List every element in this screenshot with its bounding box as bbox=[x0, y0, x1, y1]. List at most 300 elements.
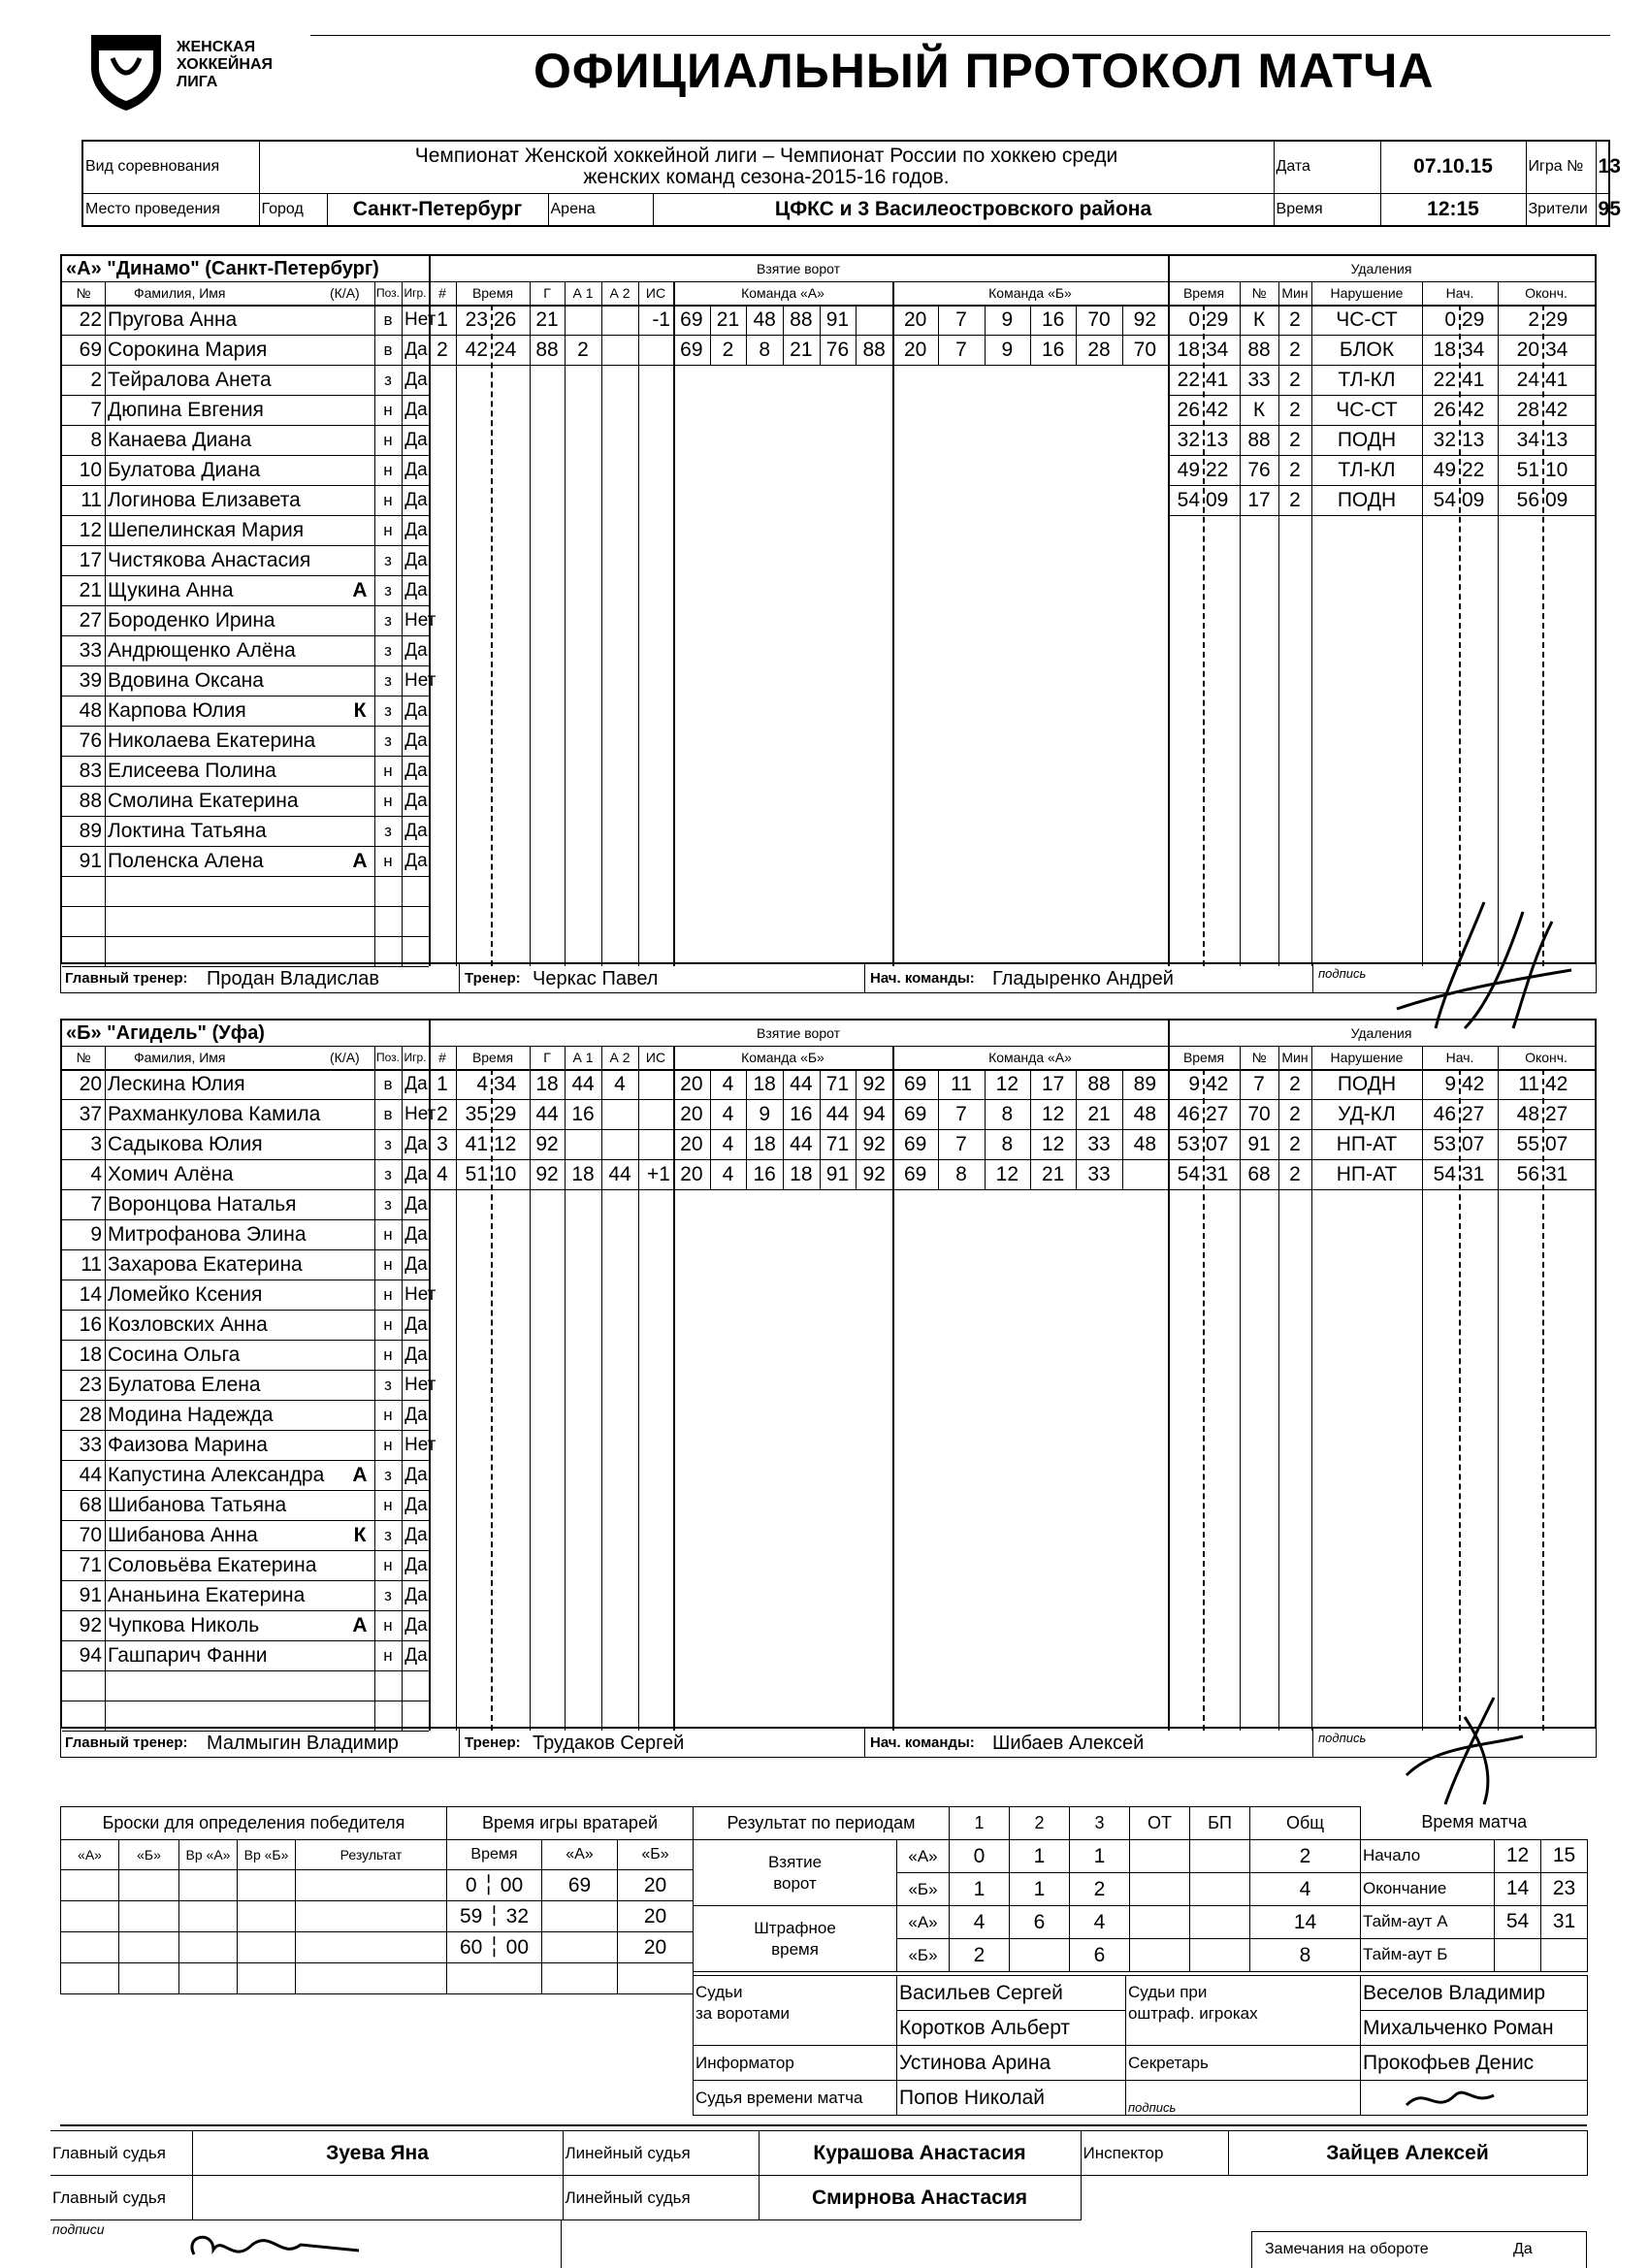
player-played: Да bbox=[404, 400, 428, 420]
team-chief-name: Шибаев Алексей bbox=[992, 1733, 1145, 1754]
player-name bbox=[108, 936, 342, 966]
competition-label: Вид соревнования bbox=[82, 141, 259, 193]
opp-ice-player: 7 bbox=[955, 1133, 967, 1155]
shootout-goalie-b: Вр «Б» bbox=[238, 1840, 296, 1870]
player-name bbox=[108, 1670, 342, 1701]
player-name: Сорокина Мария bbox=[108, 339, 268, 361]
player-number: 33 bbox=[79, 639, 102, 662]
period-value bbox=[1010, 1939, 1070, 1972]
penalty-minute: 18 bbox=[1177, 339, 1200, 361]
on-ice-player: 21 bbox=[716, 308, 740, 331]
player-position: н bbox=[383, 1646, 393, 1665]
match-time-table bbox=[1360, 1806, 1588, 1972]
player-played: Нет bbox=[404, 1104, 436, 1124]
player-role bbox=[348, 515, 372, 545]
time-value: 12:15 bbox=[1380, 193, 1526, 226]
referees-rule bbox=[60, 2124, 1587, 2126]
opp-ice-player: 28 bbox=[1087, 339, 1111, 361]
player-role bbox=[348, 756, 372, 786]
goalie-b-number: 20 bbox=[618, 1870, 694, 1901]
team-a-col-rule bbox=[673, 281, 675, 966]
player-played: Да bbox=[404, 490, 428, 510]
penalty-end-sec: 41 bbox=[1545, 369, 1568, 391]
period-team-label: «А» bbox=[897, 1840, 950, 1873]
player-name: Капустина Александра bbox=[108, 1464, 325, 1486]
opp-ice-player: 69 bbox=[903, 1163, 927, 1185]
arena-label: Арена bbox=[548, 193, 653, 226]
penalty-end-sec: 29 bbox=[1545, 308, 1568, 331]
player-number: 83 bbox=[79, 760, 102, 782]
team-a-ice-rule bbox=[1122, 305, 1123, 365]
on-ice-player: 44 bbox=[790, 1133, 813, 1155]
penalty-end-min: 56 bbox=[1516, 1163, 1539, 1185]
player-role bbox=[348, 876, 372, 906]
match-start-h: 12 bbox=[1495, 1839, 1541, 1872]
opp-ice-player: 33 bbox=[1087, 1133, 1111, 1155]
arena-value: ЦФКС и 3 Василеостровского района bbox=[653, 193, 1274, 226]
team-a-header-rule bbox=[429, 281, 1595, 282]
player-position bbox=[377, 1670, 399, 1701]
player-number: 91 bbox=[79, 850, 102, 872]
player-number bbox=[65, 876, 102, 906]
goal-assist-1: 18 bbox=[571, 1163, 595, 1185]
player-number: 4 bbox=[90, 1163, 102, 1185]
player-played bbox=[404, 1670, 428, 1701]
opp-ice-player: 48 bbox=[1133, 1103, 1156, 1125]
team-b-h-pmin: Мин bbox=[1281, 1050, 1309, 1065]
player-number: 28 bbox=[79, 1404, 102, 1426]
player-role bbox=[348, 786, 372, 816]
player-number: 71 bbox=[79, 1554, 102, 1576]
penalty-judges-label-1: Судьи при bbox=[1128, 1983, 1208, 2001]
penalty-minutes: 2 bbox=[1289, 369, 1301, 391]
player-position: з bbox=[384, 671, 392, 690]
penalty-start-sec: 09 bbox=[1462, 489, 1485, 511]
opp-ice-player bbox=[1125, 1159, 1165, 1189]
penalty-violation: ЧС-СТ bbox=[1336, 399, 1398, 421]
timekeeper-value: Попов Николай bbox=[897, 2081, 1126, 2116]
head-coach-name: Продан Владислав bbox=[207, 968, 379, 989]
coach-label: Тренер: bbox=[465, 970, 521, 987]
player-position: н bbox=[383, 761, 393, 780]
team-a-ice-rule bbox=[746, 305, 747, 365]
on-ice-player: 20 bbox=[680, 1073, 703, 1095]
player-played: Нет bbox=[404, 1435, 436, 1455]
player-role bbox=[348, 335, 372, 365]
shootout-title: Броски для определения победителя bbox=[61, 1807, 447, 1840]
team-a-h-opp-ice: Команда «Б» bbox=[988, 285, 1072, 301]
player-played: Нет bbox=[404, 670, 436, 691]
team-a-col-rule bbox=[374, 281, 375, 966]
goal-scorer: 88 bbox=[535, 339, 559, 361]
team-b-ice-rule bbox=[783, 1069, 784, 1189]
team-b-col-rule bbox=[892, 1046, 894, 1731]
player-played: Да bbox=[404, 1525, 428, 1545]
player-position: з bbox=[384, 1165, 392, 1183]
player-name bbox=[108, 906, 342, 936]
on-ice-player: 71 bbox=[825, 1133, 850, 1155]
team-b-col-rule bbox=[374, 1046, 375, 1731]
goal-scorer: 21 bbox=[535, 308, 559, 331]
player-played: Да bbox=[404, 1615, 428, 1636]
player-name: Шепелинская Мария bbox=[108, 519, 305, 541]
period-value: 14 bbox=[1250, 1906, 1361, 1939]
penalty-start-min: 18 bbox=[1433, 339, 1456, 361]
team-a-h-pstart: Нач. bbox=[1445, 285, 1474, 301]
opp-ice-player: 16 bbox=[1041, 339, 1065, 361]
goal-scorer: 92 bbox=[535, 1163, 559, 1185]
player-role: К bbox=[353, 1524, 367, 1546]
on-ice-player: 4 bbox=[722, 1073, 734, 1095]
team-a-ice-rule bbox=[1030, 305, 1031, 365]
player-position: н bbox=[383, 491, 393, 509]
penalty-end-min: 28 bbox=[1516, 399, 1539, 421]
on-ice-player: 69 bbox=[680, 339, 703, 361]
team-a-h-is: ИС bbox=[645, 285, 666, 301]
team-a-grid bbox=[60, 254, 1597, 964]
player-role: А bbox=[352, 850, 368, 872]
penalty-minutes: 2 bbox=[1289, 1103, 1301, 1125]
game-label: Игра № bbox=[1526, 141, 1596, 193]
team-a-h-pno: № bbox=[1251, 285, 1267, 301]
shootout-result: Результат bbox=[296, 1840, 447, 1870]
goal-assist-1 bbox=[567, 305, 598, 335]
player-number: 39 bbox=[79, 669, 102, 692]
player-name: Чупкова Николь bbox=[108, 1614, 260, 1636]
timeout-a-s: 31 bbox=[1541, 1905, 1588, 1938]
match-end-m: 23 bbox=[1541, 1872, 1588, 1905]
penalty-start-min: 22 bbox=[1433, 369, 1456, 391]
penalty-player: К bbox=[1252, 399, 1266, 421]
on-ice-player: 92 bbox=[862, 1163, 886, 1185]
penalty-second: 13 bbox=[1206, 429, 1229, 451]
player-role bbox=[348, 485, 372, 515]
player-name: Бороденко Ирина bbox=[108, 609, 275, 632]
period-value: 1 bbox=[1010, 1873, 1070, 1906]
team-b-ice-rule bbox=[1076, 1069, 1077, 1189]
shield-logo-icon bbox=[87, 29, 165, 113]
team-chief-label: Нач. команды: bbox=[870, 970, 975, 987]
opp-ice-player: 69 bbox=[903, 1133, 927, 1155]
penalty-minute: 46 bbox=[1177, 1103, 1200, 1125]
player-name: Митрофанова Элина bbox=[108, 1223, 307, 1246]
player-name: Шибанова Татьяна bbox=[108, 1494, 287, 1516]
team-a-col-rule bbox=[105, 281, 106, 966]
player-position: з bbox=[384, 731, 392, 750]
period-3-header: 3 bbox=[1070, 1807, 1130, 1840]
player-played: Да bbox=[404, 1495, 428, 1515]
team-b-col-rule-top bbox=[429, 1021, 431, 1046]
player-name: Фаизова Марина bbox=[108, 1434, 268, 1456]
player-position bbox=[377, 936, 399, 966]
player-number: 17 bbox=[79, 549, 102, 571]
team-b-col-rule bbox=[456, 1046, 457, 1731]
team-a-col-rule-top bbox=[429, 256, 431, 281]
team-signature-label: подпись bbox=[1318, 966, 1367, 981]
player-position: н bbox=[383, 1345, 393, 1364]
penalty-end-sec: 34 bbox=[1545, 339, 1568, 361]
period-goals-a-label-1: Взятие bbox=[767, 1852, 823, 1871]
period-ot-header: ОТ bbox=[1130, 1807, 1190, 1840]
player-position: з bbox=[384, 581, 392, 599]
penalty-second: 29 bbox=[1206, 308, 1229, 331]
player-position: з bbox=[384, 1466, 392, 1484]
period-value: 4 bbox=[1250, 1873, 1361, 1906]
player-position: н bbox=[383, 461, 393, 479]
penalty-player: 68 bbox=[1247, 1163, 1271, 1185]
goalie-a-col: «А» bbox=[542, 1840, 618, 1870]
periods-title: Результат по периодам bbox=[694, 1807, 950, 1840]
penalty-judge-2: Михальченко Роман bbox=[1361, 2011, 1588, 2046]
period-value: 1 bbox=[950, 1873, 1010, 1906]
player-played: Да bbox=[404, 700, 428, 721]
player-role bbox=[348, 1189, 372, 1219]
coach-name: Трудаков Сергей bbox=[533, 1733, 685, 1754]
team-b-h-g: Г bbox=[543, 1050, 551, 1065]
player-name: Локтина Татьяна bbox=[108, 820, 267, 842]
player-name: Николаева Екатерина bbox=[108, 729, 316, 752]
player-name: Шибанова Анна bbox=[108, 1524, 258, 1546]
goalie-change-time: 0 ╎ 00 bbox=[447, 1870, 542, 1901]
player-position: н bbox=[383, 1285, 393, 1304]
league-logo bbox=[87, 29, 165, 113]
team-a-time-split bbox=[1542, 305, 1544, 966]
player-name: Дюпина Евгения bbox=[108, 399, 264, 421]
opp-ice-player: 7 bbox=[955, 1103, 967, 1125]
goal-assist-2 bbox=[604, 1099, 635, 1129]
penalty-start-sec: 07 bbox=[1462, 1133, 1485, 1155]
team-a-ice-rule bbox=[820, 305, 821, 365]
signature-head-ref-icon bbox=[175, 2225, 369, 2268]
team-a-ice-rule bbox=[938, 305, 939, 365]
period-value bbox=[1190, 1939, 1250, 1972]
time-label: Время bbox=[1274, 193, 1380, 226]
player-number: 10 bbox=[79, 459, 102, 481]
goal-minute: 51 bbox=[465, 1163, 488, 1185]
player-position: з bbox=[384, 371, 392, 389]
player-role bbox=[348, 1701, 372, 1731]
player-number: 69 bbox=[79, 339, 102, 361]
penalty-start-sec: 27 bbox=[1462, 1103, 1485, 1125]
head-ref-2-label: Главный судья bbox=[50, 2176, 192, 2220]
player-number: 8 bbox=[90, 429, 102, 451]
team-a-h-on-ice: Команда «А» bbox=[741, 285, 824, 301]
penalty-second: 41 bbox=[1206, 369, 1229, 391]
goal-second: 24 bbox=[494, 339, 517, 361]
player-role bbox=[348, 545, 372, 575]
player-played: Да bbox=[404, 1345, 428, 1365]
on-ice-player: 71 bbox=[825, 1073, 850, 1095]
player-role bbox=[348, 395, 372, 425]
goalie-time-row bbox=[447, 1870, 694, 1901]
player-role bbox=[348, 1550, 372, 1580]
penalty-second: 42 bbox=[1206, 399, 1229, 421]
penalty-minute: 49 bbox=[1177, 459, 1200, 481]
referee-signatures-label: подписи bbox=[52, 2221, 105, 2237]
period-value bbox=[1190, 1840, 1250, 1873]
team-b-col-rule bbox=[530, 1046, 531, 1731]
signatures-divider bbox=[561, 2219, 562, 2268]
team-b-h-played: Игр. bbox=[404, 1051, 427, 1064]
team-b-ice-rule bbox=[1122, 1069, 1123, 1189]
player-position: з bbox=[384, 1586, 392, 1604]
team-b-col-rule bbox=[1168, 1046, 1170, 1731]
penalty-minute: 0 bbox=[1188, 308, 1200, 331]
head-coach-label: Главный тренер: bbox=[65, 970, 188, 987]
goal-number: 4 bbox=[436, 1163, 448, 1185]
opp-ice-player: 48 bbox=[1133, 1133, 1156, 1155]
period-goals-a-label bbox=[694, 1840, 897, 1906]
penalty-minutes: 2 bbox=[1289, 459, 1301, 481]
team-a-pen-rule bbox=[1168, 515, 1595, 516]
player-position: н bbox=[383, 1616, 393, 1635]
team-b-col-rule bbox=[638, 1046, 639, 1731]
shootout-col-b: «Б» bbox=[119, 1840, 179, 1870]
opp-ice-player: 9 bbox=[1001, 308, 1014, 331]
team-b-ice-rule bbox=[856, 1069, 857, 1189]
penalty-end-min: 56 bbox=[1516, 489, 1539, 511]
head-ref-1: Зуева Яна bbox=[192, 2131, 563, 2176]
player-role bbox=[348, 1400, 372, 1430]
penalty-violation: УД-КЛ bbox=[1338, 1103, 1396, 1125]
team-a-ice-rule bbox=[1076, 305, 1077, 365]
player-role bbox=[348, 1340, 372, 1370]
goal-assist-1 bbox=[567, 1129, 598, 1159]
goal-second: 26 bbox=[494, 308, 517, 331]
player-role: А bbox=[352, 1614, 368, 1636]
penalty-violation: БЛОК bbox=[1339, 339, 1395, 361]
period-value: 4 bbox=[1070, 1906, 1130, 1939]
player-position: н bbox=[383, 1406, 393, 1424]
player-number: 14 bbox=[79, 1283, 102, 1306]
player-position bbox=[377, 906, 399, 936]
goal-assist-2: 4 bbox=[614, 1073, 626, 1095]
player-role bbox=[348, 726, 372, 756]
team-b-col-rule bbox=[1240, 1046, 1241, 1731]
team-a-time-split bbox=[1459, 305, 1461, 966]
team-a-h-name: Фамилия, Имя bbox=[134, 285, 226, 301]
timeout-a-label: Тайм-аут А bbox=[1361, 1905, 1495, 1938]
player-played: Да bbox=[404, 730, 428, 751]
officials-signature-label: подпись bbox=[1126, 2081, 1361, 2116]
penalty-minutes: 2 bbox=[1289, 1133, 1301, 1155]
team-b-penalties-header: Удаления bbox=[1350, 1025, 1412, 1041]
goal-scorer: 44 bbox=[535, 1103, 559, 1125]
player-played: Да bbox=[404, 791, 428, 811]
competition-name bbox=[259, 141, 1274, 193]
team-a-ice-rule bbox=[783, 305, 784, 365]
line-ref-1-label: Линейный судья bbox=[563, 2131, 759, 2176]
player-role bbox=[348, 635, 372, 665]
period-value: 8 bbox=[1250, 1939, 1361, 1972]
on-ice-player: 69 bbox=[680, 308, 703, 331]
player-position: з bbox=[384, 1376, 392, 1394]
city-label: Город bbox=[259, 193, 327, 226]
team-b-h-on-ice: Команда «Б» bbox=[741, 1050, 824, 1065]
on-ice-player: 20 bbox=[680, 1163, 703, 1185]
player-role bbox=[348, 1370, 372, 1400]
on-ice-player: 16 bbox=[790, 1103, 813, 1125]
opp-ice-player: 16 bbox=[1041, 308, 1065, 331]
player-name: Модина Надежда bbox=[108, 1404, 274, 1426]
informer-label: Информатор bbox=[694, 2046, 897, 2081]
team-b-h-pend: Оконч. bbox=[1525, 1050, 1568, 1065]
spectators-value: 95 bbox=[1596, 193, 1609, 226]
team-b-h-time: Время bbox=[471, 1050, 514, 1065]
penalty-second: 09 bbox=[1206, 489, 1229, 511]
penalty-minute: 54 bbox=[1177, 1163, 1200, 1185]
goal-minute: 35 bbox=[465, 1103, 488, 1125]
player-number: 27 bbox=[79, 609, 102, 632]
player-number: 68 bbox=[79, 1494, 102, 1516]
team-b-h-a1: А 1 bbox=[572, 1050, 594, 1065]
penalty-second: 27 bbox=[1206, 1103, 1229, 1125]
penalty-minute: 32 bbox=[1177, 429, 1200, 451]
player-number: 48 bbox=[79, 699, 102, 722]
team-b-ice-rule bbox=[938, 1069, 939, 1189]
player-role: К bbox=[353, 699, 367, 722]
coach-name: Черкас Павел bbox=[533, 968, 659, 989]
on-ice-player: 88 bbox=[790, 308, 813, 331]
player-played: Да bbox=[404, 1465, 428, 1485]
opp-ice-player: 20 bbox=[903, 339, 927, 361]
penalty-minute: 53 bbox=[1177, 1133, 1200, 1155]
player-number: 37 bbox=[79, 1103, 102, 1125]
player-played: Да bbox=[404, 340, 428, 360]
player-name: Гашпарич Фанни bbox=[108, 1644, 268, 1667]
penalty-end-sec: 31 bbox=[1545, 1163, 1568, 1185]
team-a-h-ptime: Время bbox=[1182, 285, 1225, 301]
player-played: Да bbox=[404, 1314, 428, 1335]
timekeeper-label: Судья времени матча bbox=[694, 2081, 897, 2116]
penalty-violation: ТЛ-КЛ bbox=[1338, 459, 1396, 481]
goalie-time-row-empty bbox=[447, 1963, 694, 1994]
team-a-ice-rule bbox=[710, 305, 711, 365]
penalty-player: 17 bbox=[1247, 489, 1271, 511]
team-b-col-rule bbox=[1278, 1046, 1279, 1731]
player-number: 2 bbox=[90, 369, 102, 391]
penalty-end-min: 48 bbox=[1516, 1103, 1539, 1125]
staff-divider bbox=[1312, 1729, 1313, 1758]
player-number: 88 bbox=[79, 790, 102, 812]
player-role bbox=[348, 425, 372, 455]
team-b-time-split bbox=[1203, 1069, 1205, 1731]
penalty-start-min: 9 bbox=[1444, 1073, 1456, 1095]
period-team-label: «Б» bbox=[897, 1939, 950, 1972]
penalty-start-min: 32 bbox=[1433, 429, 1456, 451]
goalie-b-col: «Б» bbox=[618, 1840, 694, 1870]
player-played: Да bbox=[404, 1224, 428, 1245]
player-position: з bbox=[384, 701, 392, 720]
penalty-end-sec: 42 bbox=[1545, 399, 1568, 421]
player-name: Булатова Елена bbox=[108, 1374, 261, 1396]
team-a-col-rule bbox=[402, 281, 403, 966]
goal-minute: 42 bbox=[465, 339, 488, 361]
player-played: Нет bbox=[404, 1284, 436, 1305]
line-ref-2: Смирнова Анастасия bbox=[759, 2176, 1081, 2220]
period-goals-a-label-2: ворот bbox=[773, 1873, 817, 1893]
player-name: Козловских Анна bbox=[108, 1313, 268, 1336]
team-a-title: «А» "Динамо" (Санкт-Петербург) bbox=[66, 258, 379, 279]
on-ice-player: 48 bbox=[753, 308, 776, 331]
player-role bbox=[348, 455, 372, 485]
player-role bbox=[348, 1310, 372, 1340]
staff-divider bbox=[459, 964, 460, 993]
goalie-b-number: 20 bbox=[618, 1901, 694, 1932]
penalty-judges-label bbox=[1126, 1976, 1361, 2046]
period-value bbox=[1130, 1873, 1190, 1906]
opp-ice-player: 12 bbox=[1041, 1103, 1065, 1125]
